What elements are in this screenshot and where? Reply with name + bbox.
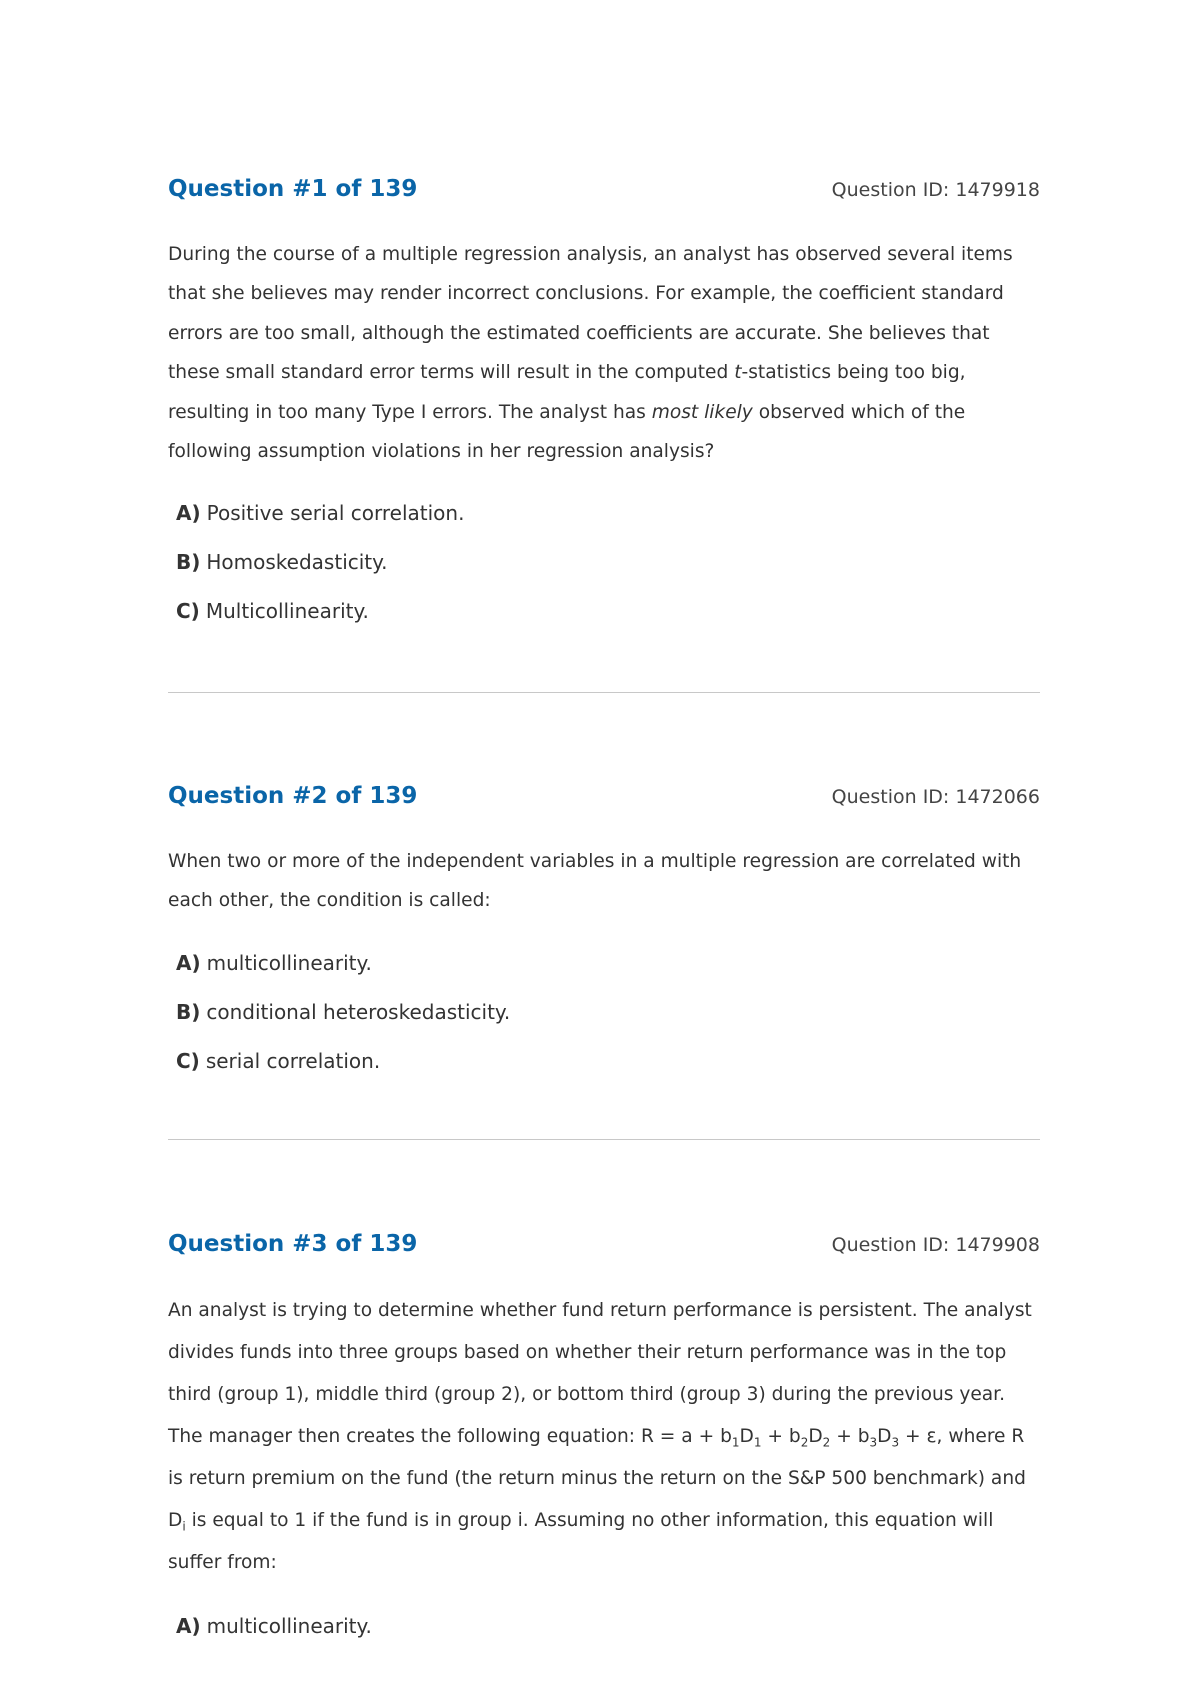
question-2 [168,783,1040,1086]
question-header [168,1231,1040,1257]
question-title: Question #3 of 139 [168,1231,418,1257]
answer-option-a[interactable] [168,489,1040,538]
answer-text: Positive serial correlation. [206,501,465,526]
answer-option-a[interactable] [168,1602,1040,1651]
answer-text: multicollinearity. [206,950,372,975]
answer-option-c[interactable] [168,587,1040,636]
answer-letter: A) [176,501,201,526]
answer-letter: C) [176,599,200,624]
answer-list [168,939,1040,1086]
question-header [168,176,1040,202]
regression-equation: $R = a + b_1D_1 + b_2D_2 + b_3D_3 + \varepsilon$, [640,1426,943,1450]
question-id: Question ID: 1479908 [831,1234,1040,1256]
answer-option-b[interactable] [168,538,1040,587]
question-text: When two or more of the independent variables in a multiple regression are correlated with each other, the condition is called: [168,851,1022,912]
question-1 [168,176,1040,636]
question-text: An analyst is trying to determine whether fund return performance is persistent. The analyst divides funds into three groups based on whether their return performance was in the top third (group 1), middle third (group 2), or bottom third (group 3) during the previous year. The manager then creates the following equation: $R = a + b_1D_1 + b_2D_2 + b_3D_3 + \varepsilon$, where R is return premium on the fund (the return minus the return on the S&P 500 benchmark) and $D_i$ is equal to 1 if the fund is in group i. Assuming no other information, this equation will suffer from: [168,1300,1032,1573]
question-3 [168,1231,1040,1651]
question-header [168,783,1040,809]
answer-letter: A) [176,1614,201,1638]
answer-text: Homoskedasticity. [206,550,388,575]
answer-list [168,489,1040,636]
question-title: Question #1 of 139 [168,176,418,202]
answer-list [168,1602,1040,1651]
answer-letter: B) [176,550,201,575]
answer-option-a[interactable] [168,939,1040,988]
answer-option-c[interactable] [168,1037,1040,1086]
question-title: Question #2 of 139 [168,783,418,809]
question-id: Question ID: 1472066 [831,786,1040,808]
question-id: Question ID: 1479918 [831,179,1040,201]
answer-text: conditional heteroskedasticity. [206,999,511,1024]
answer-text: multicollinearity. [206,1614,372,1638]
question-text: During the course of a multiple regression analysis, an analyst has observed several items that she believes may render incorrect conclusions. For example, the coefficient standard errors are too small, although the estimated coefficients are accurate. She believes that these small standard error terms will result in the computed t-statistics being too big, resulting in too many Type I errors. The analyst has most likely observed which of the following assumption violations in her regression analysis? [168,244,1013,463]
answer-letter: B) [176,999,201,1024]
answer-option-b[interactable] [168,988,1040,1037]
answer-letter: A) [176,950,201,975]
answer-text: serial correlation. [205,1048,381,1073]
question-divider [168,1139,1040,1140]
t-italic: t [734,362,742,384]
answer-letter: C) [176,1048,200,1073]
answer-text: Multicollinearity. [205,599,369,624]
emphasis-text: most likely [651,401,753,423]
question-divider [168,692,1040,693]
